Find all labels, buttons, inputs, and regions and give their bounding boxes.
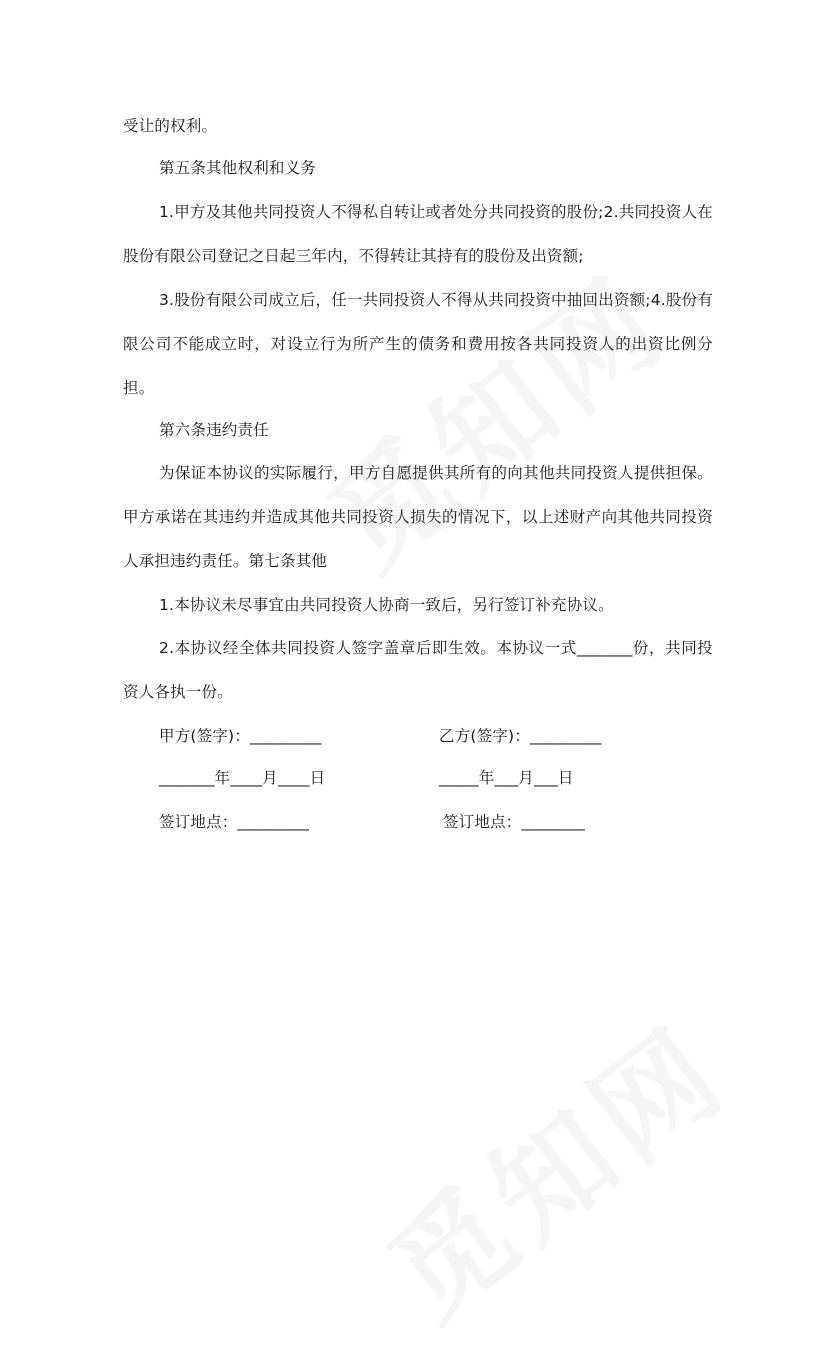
article-6-title: 第六条违约责任 (159, 421, 269, 439)
article-7-paragraph-1: 1.本协议未尽事宜由共同投资人协商一致后，另行签订补充协议。 (159, 596, 614, 614)
article-5-title: 第五条其他权利和义务 (159, 159, 317, 177)
article-6-paragraph-1: 为保证本协议的实际履行，甲方自愿提供其所有的向其他共同投资人提供担保。甲方承诺在其违约并造成其他共同投资人损失的情况下，以上述财产向其他共同投资人承担违约责任。第七条其他 (123, 464, 713, 570)
party-a-place: 签订地点：_________ (159, 813, 310, 831)
article-5-paragraph-1: 1.甲方及其他共同投资人不得私自转让或者处分共同投资的股份;2.共同投资人在股份有限公司登记之日起三年内，不得转让其持有的股份及出资额; (123, 203, 713, 265)
party-b-signature: 乙方(签字)：_________ (439, 727, 602, 745)
watermark (348, 980, 755, 1350)
article-7-paragraph-2: 2.本协议经全体共同投资人签字盖章后即生效。本协议一式_______份，共同投资人各执一份。 (123, 639, 713, 701)
party-a-signature: 甲方(签字)：_________ (159, 727, 322, 745)
text-line-fragment: 受让的权利。 (123, 117, 218, 135)
party-a-date: _______年____月____日 (159, 769, 326, 787)
party-b-date: _____年___月___日 (439, 769, 574, 787)
article-5-paragraph-2: 3.股份有限公司成立后，任一共同投资人不得从共同投资中抽回出资额;4.股份有限公司不能成立时，对设立行为所产生的债务和费用按各共同投资人的出资比例分担。 (123, 291, 713, 397)
party-b-place: 签订地点：________ (443, 813, 586, 831)
